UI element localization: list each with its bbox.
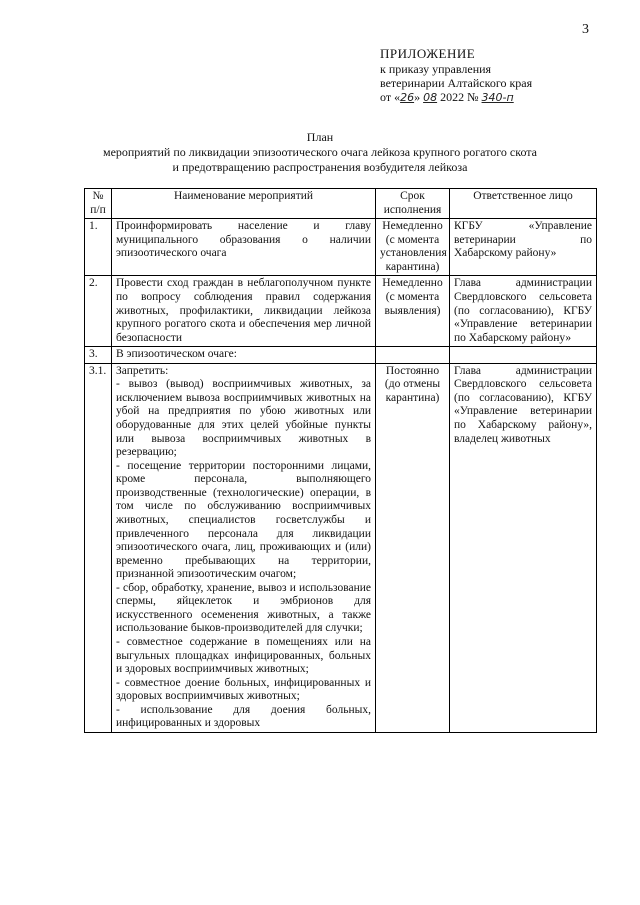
row-responsible: Глава администрации Свердловского сельсовета (по согласованию), КГБУ «Управление ветеринарии по Хабарскому району», владелец животных (450, 363, 597, 732)
row-num: 3.1. (85, 363, 112, 732)
title-line-3: и предотвращению распространения возбудителя лейкоза (172, 160, 468, 174)
row-term (376, 347, 450, 364)
row-action: В эпизоотическом очаге: (112, 347, 376, 364)
table-row (85, 363, 597, 732)
action-item: - вывоз (вывод) восприимчивых животных, за исключением вывоза восприимчивых животных на убой на предприятия по убою животных или оборудованные для этих целей убойные пункты или вывоза восприимчивых животных в резервацию; (116, 378, 371, 459)
title-line-2: мероприятий по ликвидации эпизоотического очага лейкоза крупного рогатого скота (102, 145, 538, 159)
appendix-line-2: ветеринарии Алтайского края (380, 75, 533, 90)
table-header-row (85, 189, 597, 219)
header-action: Наименование мероприятий (112, 189, 376, 219)
row-action: Проинформировать население и главу муниципального образования о наличии эпизоотического очага (112, 219, 376, 276)
row-num: 3. (85, 347, 112, 364)
row-num: 1. (85, 219, 112, 276)
row-responsible: КГБУ «Управление ветеринарии по Хабарскому району» (450, 219, 597, 276)
order-number: 340-п (481, 91, 514, 105)
action-item: - сбор, обработку, хранение, вывоз и использование спермы, яйцеклеток и эмбрионов для искусственного осеменения животных, а также использование быков-производителей для случки; (116, 581, 371, 635)
date-prefix: от « (380, 90, 401, 105)
table-row (85, 276, 597, 347)
table-row (85, 347, 597, 364)
header-responsible: Ответственное лицо (450, 189, 597, 219)
row-action-list (112, 363, 376, 732)
action-item: - совместное доение больных, инфицированных и здоровых восприимчивых животных; (116, 676, 371, 703)
date-day: 26 (400, 91, 415, 105)
action-item: - использование для доения больных, инфицированных и здоровых (116, 703, 371, 730)
plan-table (84, 188, 597, 733)
table-row (85, 219, 597, 276)
date-mid: » (414, 90, 424, 105)
row-responsible: Глава администрации Свердловского сельсовета (по согласованию), КГБУ «Управление ветеринарии по Хабарскому району» (450, 276, 597, 347)
appendix-block (380, 46, 532, 105)
action-item: - совместное содержание в помещениях или на выгульных площадках инфицированных, больных и здоровых восприимчивых животных; (116, 636, 371, 676)
header-num: № п/п (85, 189, 112, 219)
title-line-1: План (306, 130, 334, 144)
plan-title (0, 130, 640, 175)
header-term: Срок исполнения (376, 189, 450, 219)
appendix-heading: ПРИЛОЖЕНИЕ (380, 46, 476, 61)
date-year: 2022 № (437, 90, 482, 105)
date-month: 08 (423, 91, 438, 105)
action-item: - посещение территории посторонними лицами, кроме персонала, выполняющего производственные (технологические) операции, в том числе по обслуживанию восприимчивых животных, специалистов госветслужбы и привлеченного персонала для ликвидации эпизоотического очага, лиц, проживающих и (или) временно пребывающих на территории, признанной эпизоотическим очагом; (116, 459, 371, 581)
row-term: Немедленно (с момента установления карантина) (376, 219, 450, 276)
page-number: 3 (582, 22, 589, 37)
action-intro: Запретить: (116, 364, 169, 377)
row-action: Провести сход граждан в неблагополучном пункте по вопросу соблюдения правил содержания животных, профилактики, ликвидации лейкоза крупного рогатого скота и обеспечения мер личной безопасности (112, 276, 376, 347)
row-term: Постоянно (до отмены карантина) (376, 363, 450, 732)
appendix-line-1: к приказу управления (380, 61, 492, 76)
appendix-date-line (380, 90, 532, 104)
row-num: 2. (85, 276, 112, 347)
row-responsible (450, 347, 597, 364)
row-term: Немедленно (с момента выявления) (376, 276, 450, 347)
